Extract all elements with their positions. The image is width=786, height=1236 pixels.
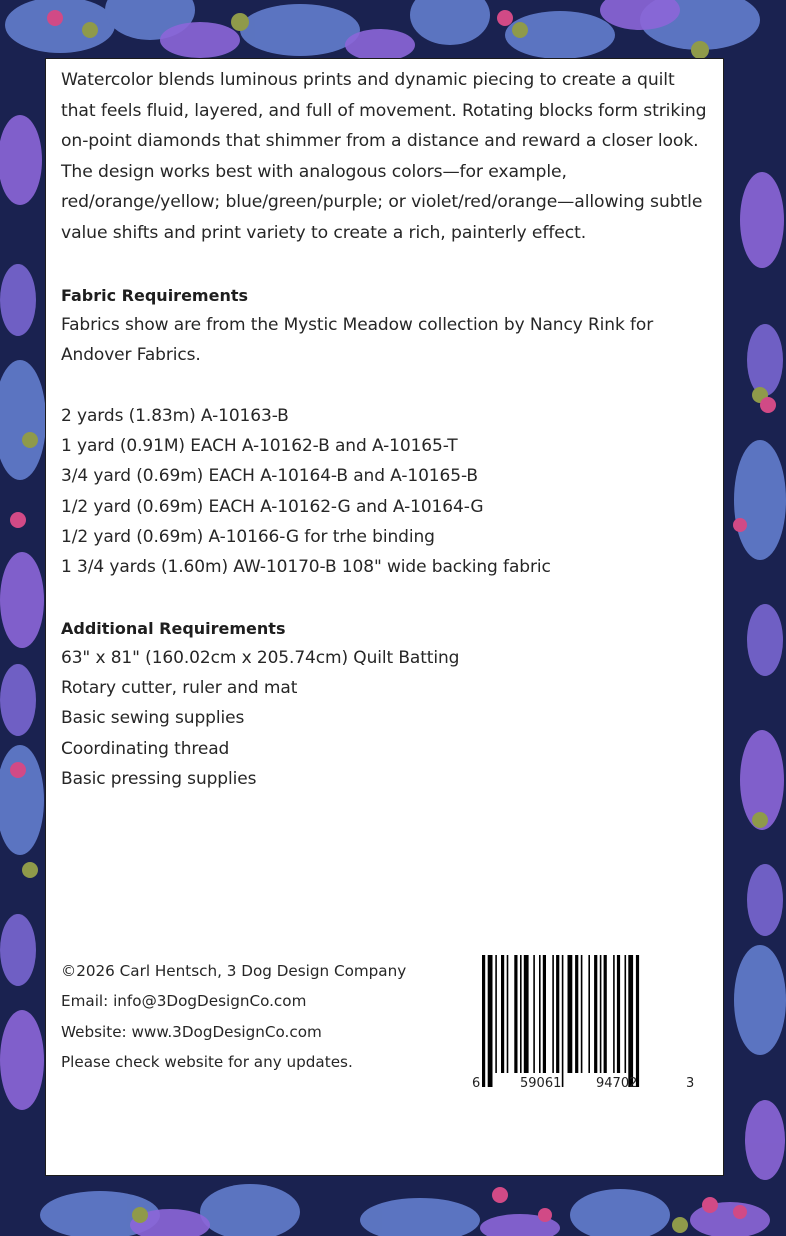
additional-item: Basic pressing supplies	[61, 768, 257, 789]
barcode-bar	[482, 955, 485, 1087]
barcode-bar	[604, 955, 607, 1073]
barcode-bar	[575, 955, 578, 1073]
copyright-text: ©2026 Carl Hentsch, 3 Dog Design Company	[61, 962, 407, 980]
barcode	[468, 955, 698, 1105]
barcode-bar	[501, 955, 504, 1073]
fabric-description-line: Andover Fabrics.	[61, 345, 201, 366]
fabric-description	[61, 310, 653, 370]
barcode-bar	[613, 955, 615, 1073]
barcode-bar	[533, 955, 535, 1073]
barcode-bar	[543, 955, 546, 1073]
fabric-item: 1 3/4 yards (1.60m) AW-10170-B 108" wide backing fabric	[61, 557, 551, 578]
barcode-bar	[562, 955, 564, 1087]
fabric-item: 1 yard (0.91M) EACH A-10162-B and A-10165-T	[61, 436, 458, 457]
additional-item: Rotary cutter, ruler and mat	[61, 678, 298, 699]
email-text: Email: info@3DogDesignCo.com	[61, 992, 307, 1011]
fabric-description-line: Fabrics show are from the Mystic Meadow collection by Nancy Rink for	[61, 315, 654, 335]
intro-paragraph: Watercolor blends luminous prints and dynamic piecing to create a quilt that feels fluid, layered, and full of movement. Rotating blocks form striking on-point diamonds that shimmer from a distance and reward a closer look. The design works best with analogous colors—for example, red/orange/yellow; blue/green/purple; or violet/red/orange—allowing subtle value shifts and print variety to create a rich, painterly effect.	[61, 70, 707, 243]
barcode-group-left: 59061	[520, 1076, 562, 1091]
update-note: Please check website for any updates.	[61, 1052, 353, 1071]
fabric-requirements-heading: Fabric Requirements	[61, 286, 248, 305]
barcode-bar	[628, 955, 633, 1087]
fabric-list	[61, 401, 551, 582]
contact-info	[61, 956, 406, 1077]
website-text: Website: www.3DogDesignCo.com	[61, 1022, 322, 1041]
barcode-bar	[524, 955, 529, 1073]
fabric-item: 2 yards (1.83m) A-10163-B	[61, 406, 289, 426]
barcode-bar	[600, 955, 602, 1073]
fabric-item: 1/2 yard (0.69m) EACH A-10162-G and A-10164-G	[61, 496, 484, 517]
barcode-bar	[539, 955, 541, 1073]
barcode-bar	[568, 955, 573, 1073]
barcode-bar	[556, 955, 559, 1073]
barcode-bar	[588, 955, 590, 1073]
barcode-bar	[581, 955, 583, 1073]
info-panel	[45, 58, 724, 1176]
fabric-item: 1/2 yard (0.69m) A-10166-G for trhe binding	[61, 526, 435, 547]
barcode-digit-first: 6	[472, 1076, 481, 1091]
barcode-bar	[514, 955, 517, 1073]
additional-list	[61, 643, 459, 794]
barcode-bar	[488, 955, 493, 1087]
barcode-bar	[625, 955, 627, 1073]
barcode-bar	[520, 955, 522, 1073]
barcode-bar	[495, 955, 497, 1073]
additional-item: Basic sewing supplies	[61, 708, 245, 729]
additional-item: Coordinating thread	[61, 738, 230, 759]
barcode-bar	[552, 955, 554, 1073]
barcode-bar	[594, 955, 597, 1073]
barcode-group-right: 94702	[596, 1076, 638, 1091]
barcode-bar	[617, 955, 620, 1073]
barcode-bar	[636, 955, 639, 1087]
additional-item: 63" x 81" (160.02cm x 205.74cm) Quilt Batting	[61, 648, 460, 668]
additional-requirements-heading: Additional Requirements	[61, 619, 286, 638]
fabric-item: 3/4 yard (0.69m) EACH A-10164-B and A-10165-B	[61, 466, 478, 487]
barcode-digit-last: 3	[686, 1076, 695, 1091]
barcode-bar	[507, 955, 509, 1073]
